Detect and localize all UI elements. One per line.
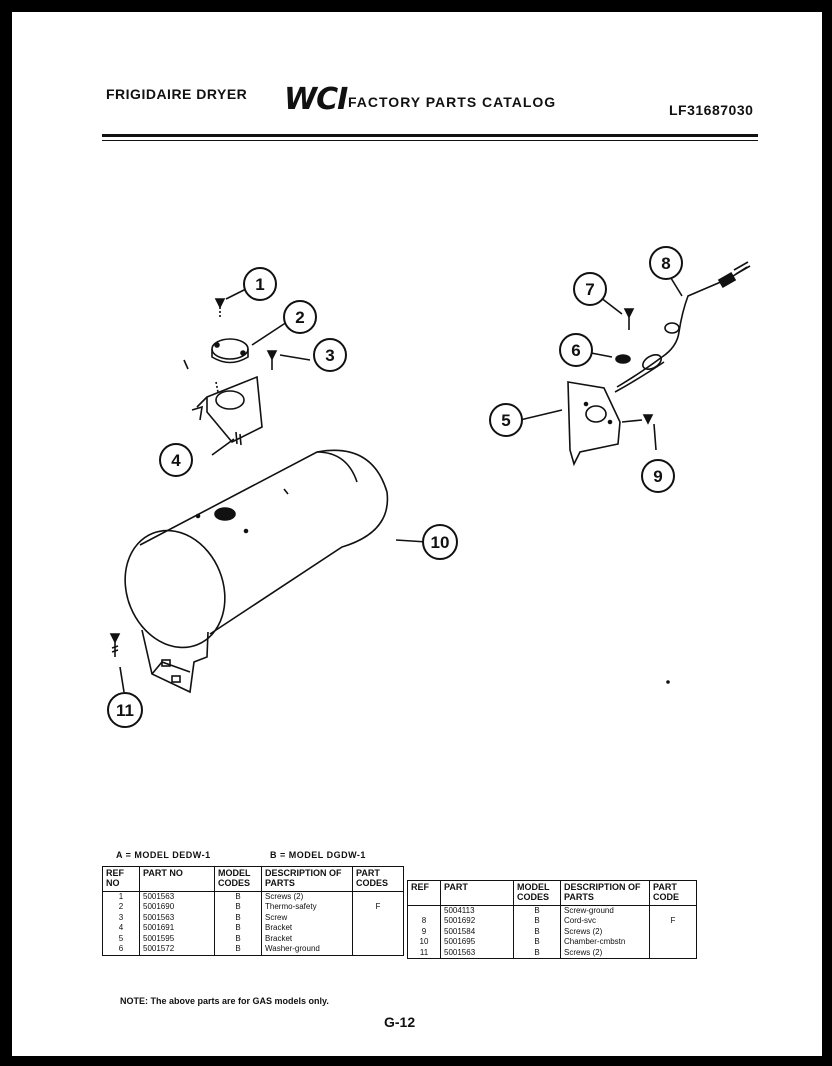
ref-no-cell: 1 (103, 891, 140, 902)
combustion-chamber-drawing (108, 450, 427, 692)
part-code-cell (650, 905, 697, 916)
catalog-title: FACTORY PARTS CATALOG (348, 94, 557, 110)
part-code-cell (650, 937, 697, 948)
part-code-cell (353, 944, 404, 955)
table-row (103, 913, 404, 924)
ref-no-cell: 6 (103, 944, 140, 955)
description-cell: Thermo-safety (262, 902, 353, 913)
callout-11-label: 11 (116, 701, 134, 720)
model-code-cell: B (215, 902, 262, 913)
ref-no-cell: 9 (408, 927, 441, 938)
catalog-sheet (12, 12, 822, 1056)
part-code-cell: F (353, 902, 404, 913)
callout-10 (423, 525, 457, 559)
legend-model-a: A = MODEL DEDW-1 (116, 850, 211, 860)
ref-no-cell: 11 (408, 948, 441, 959)
description-cell: Screws (2) (561, 948, 650, 959)
part-no-cell: 5001563 (140, 913, 215, 924)
ref-no-cell (408, 905, 441, 916)
callouts (108, 247, 682, 727)
screw-11-drawing (111, 634, 124, 692)
description-cell: Screw (262, 913, 353, 924)
callout-8-label: 8 (661, 254, 671, 273)
table-row (408, 937, 697, 948)
col-description: DESCRIPTION OF PARTS (561, 881, 650, 906)
page-number: G-12 (384, 1014, 416, 1030)
part-code-cell (353, 891, 404, 902)
col-model-codes: MODEL CODES (215, 867, 262, 892)
description-cell: Screw-ground (561, 905, 650, 916)
table-row (103, 934, 404, 945)
table-row (103, 891, 404, 902)
col-model-codes: MODEL CODES (514, 881, 561, 906)
parts-table-left (102, 866, 404, 956)
part-no-cell: 5001695 (441, 937, 514, 948)
ref-no-cell: 3 (103, 913, 140, 924)
callout-9 (642, 460, 674, 492)
ref-no-cell: 4 (103, 923, 140, 934)
col-ref-no: REF NO (103, 867, 140, 892)
part-code-cell (650, 948, 697, 959)
col-part-codes: PART CODES (353, 867, 404, 892)
col-part-no: PART NO (140, 867, 215, 892)
table-row (103, 944, 404, 955)
ref-no-cell: 8 (408, 916, 441, 927)
callout-3-label: 3 (325, 346, 335, 365)
model-code-cell: B (215, 934, 262, 945)
model-code-cell: B (215, 913, 262, 924)
callout-5 (490, 404, 522, 436)
col-part-no: PART (441, 881, 514, 906)
exploded-parts-diagram (12, 12, 822, 812)
footnote: NOTE: The above parts are for GAS models only. (120, 996, 329, 1006)
parts-table-right (407, 880, 697, 959)
table-row (408, 927, 697, 938)
part-code-cell (353, 913, 404, 924)
part-no-cell: 5001690 (140, 902, 215, 913)
description-cell: Bracket (262, 934, 353, 945)
brand-title: FRIGIDAIRE DRYER (106, 86, 248, 102)
callout-5-label: 5 (501, 411, 511, 430)
cord-bracket-drawing (520, 262, 750, 464)
table-row (408, 948, 697, 959)
model-code-cell: B (514, 905, 561, 916)
callout-11 (108, 693, 142, 727)
callout-1-label: 1 (255, 275, 265, 294)
ref-no-cell: 10 (408, 937, 441, 948)
part-no-cell: 5001692 (441, 916, 514, 927)
table-row (103, 923, 404, 934)
part-no-cell: 5001584 (441, 927, 514, 938)
callout-9-label: 9 (653, 467, 663, 486)
table-row (103, 902, 404, 913)
description-cell: Chamber-cmbstn (561, 937, 650, 948)
description-cell: Bracket (262, 923, 353, 934)
callout-3 (314, 339, 346, 371)
callout-4-label: 4 (171, 451, 181, 470)
catalog-number: LF31687030 (669, 102, 754, 118)
legend-model-b: B = MODEL DGDW-1 (270, 850, 366, 860)
part-code-cell (353, 923, 404, 934)
part-code-cell: F (650, 916, 697, 927)
model-code-cell: B (514, 948, 561, 959)
col-description: DESCRIPTION OF PARTS (262, 867, 353, 892)
col-ref-no: REF (408, 881, 441, 906)
callout-7-label: 7 (585, 280, 595, 299)
callout-4 (160, 444, 192, 476)
part-no-cell: 5001572 (140, 944, 215, 955)
part-no-cell: 5004113 (441, 905, 514, 916)
callout-10-label: 10 (430, 533, 450, 552)
part-no-cell: 5001563 (140, 891, 215, 902)
callout-6 (560, 334, 592, 366)
model-code-cell: B (514, 916, 561, 927)
ref-no-cell: 5 (103, 934, 140, 945)
table-row (408, 916, 697, 927)
description-cell: Cord-svc (561, 916, 650, 927)
ref-no-cell: 2 (103, 902, 140, 913)
model-code-cell: B (215, 891, 262, 902)
part-no-cell: 5001595 (140, 934, 215, 945)
callout-8 (650, 247, 682, 279)
part-code-cell (353, 934, 404, 945)
description-cell: Washer-ground (262, 944, 353, 955)
part-no-cell: 5001563 (441, 948, 514, 959)
callout-7 (574, 273, 606, 305)
description-cell: Screws (2) (561, 927, 650, 938)
model-code-cell: B (215, 923, 262, 934)
table-row (408, 905, 697, 916)
callout-2 (284, 301, 316, 333)
callout-6-label: 6 (571, 341, 581, 360)
callout-1 (244, 268, 276, 300)
part-no-cell: 5001691 (140, 923, 215, 934)
wci-logo: WCI (284, 82, 348, 117)
model-code-cell: B (514, 927, 561, 938)
col-part-codes: PART CODE (650, 881, 697, 906)
description-cell: Screws (2) (262, 891, 353, 902)
model-code-cell: B (514, 937, 561, 948)
part-code-cell (650, 927, 697, 938)
model-code-cell: B (215, 944, 262, 955)
callout-2-label: 2 (295, 308, 305, 327)
